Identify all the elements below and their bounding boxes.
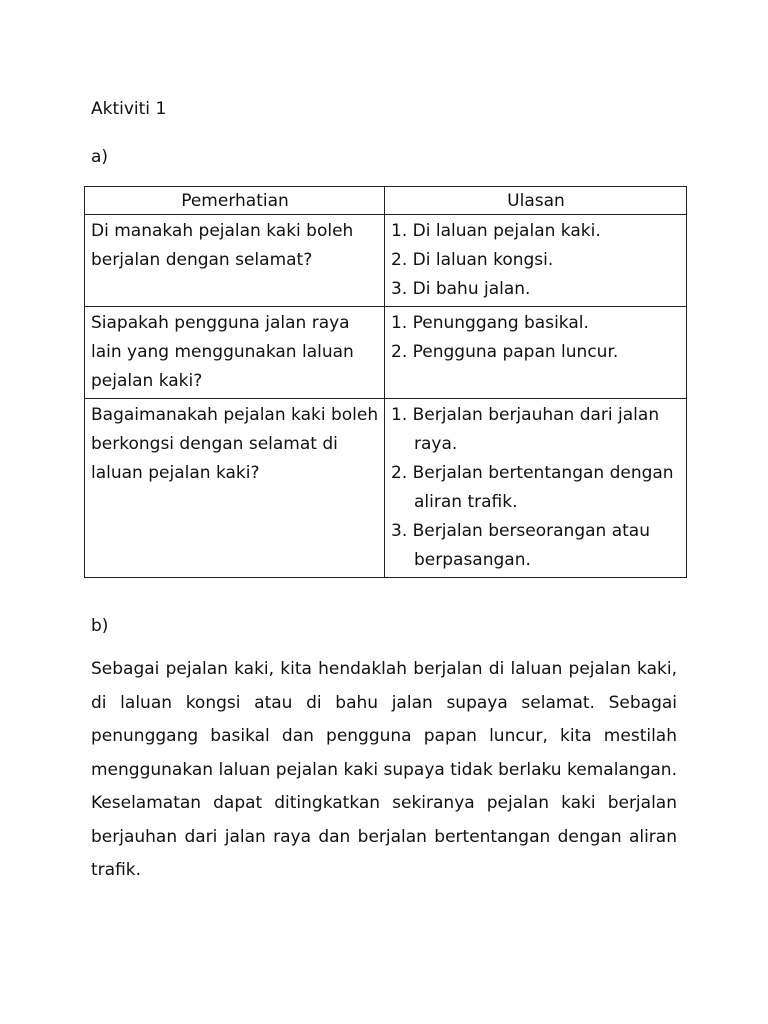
answer-item: 2. Berjalan bertentangan dengan aliran trafik. bbox=[391, 463, 674, 512]
activity-heading: Aktiviti 1 bbox=[91, 99, 167, 119]
answer-cell bbox=[385, 399, 687, 578]
answer-item: 3. Berjalan berseorangan atau berpasangan. bbox=[391, 521, 650, 570]
answer-item: 3. Di bahu jalan. bbox=[391, 279, 531, 299]
question-cell: Siapakah pengguna jalan raya lain yang menggunakan laluan pejalan kaki? bbox=[85, 307, 385, 399]
header-ulasan: Ulasan bbox=[385, 187, 687, 215]
table-row bbox=[85, 307, 687, 399]
answer-list bbox=[391, 217, 681, 304]
table-header-row bbox=[85, 187, 687, 215]
answer-item: 2. Di laluan kongsi. bbox=[391, 250, 554, 270]
question-cell: Bagaimanakah pejalan kaki boleh berkongsi dengan selamat di laluan pejalan kaki? bbox=[85, 399, 385, 578]
part-b-label: b) bbox=[91, 616, 109, 636]
answer-item: 1. Di laluan pejalan kaki. bbox=[391, 221, 601, 241]
answer-item: 1. Penunggang basikal. bbox=[391, 313, 589, 333]
answer-item: 1. Berjalan berjauhan dari jalan raya. bbox=[391, 405, 660, 454]
answer-list bbox=[391, 401, 681, 575]
answer-cell bbox=[385, 215, 687, 307]
summary-paragraph: Sebagai pejalan kaki, kita hendaklah berjalan di laluan pejalan kaki, di laluan kongsi atau di bahu jalan supaya selamat. Sebagai penunggang basikal dan pengguna papan luncur, kita mestilah menggunakan laluan pejalan kaki supaya tidak berlaku kemalangan. Keselamatan dapat ditingkatkan sekiranya pejalan kaki berjalan berjauhan dari jalan raya dan berjalan bertentangan dengan aliran trafik. bbox=[91, 659, 677, 880]
answer-item: 2. Pengguna papan luncur. bbox=[391, 342, 619, 362]
answer-cell bbox=[385, 307, 687, 399]
observation-table bbox=[84, 186, 687, 578]
answer-list bbox=[391, 309, 681, 367]
question-cell: Di manakah pejalan kaki boleh berjalan dengan selamat? bbox=[85, 215, 385, 307]
table-row bbox=[85, 215, 687, 307]
header-pemerhatian: Pemerhatian bbox=[85, 187, 385, 215]
part-a-label: a) bbox=[91, 147, 109, 167]
table-row bbox=[85, 399, 687, 578]
